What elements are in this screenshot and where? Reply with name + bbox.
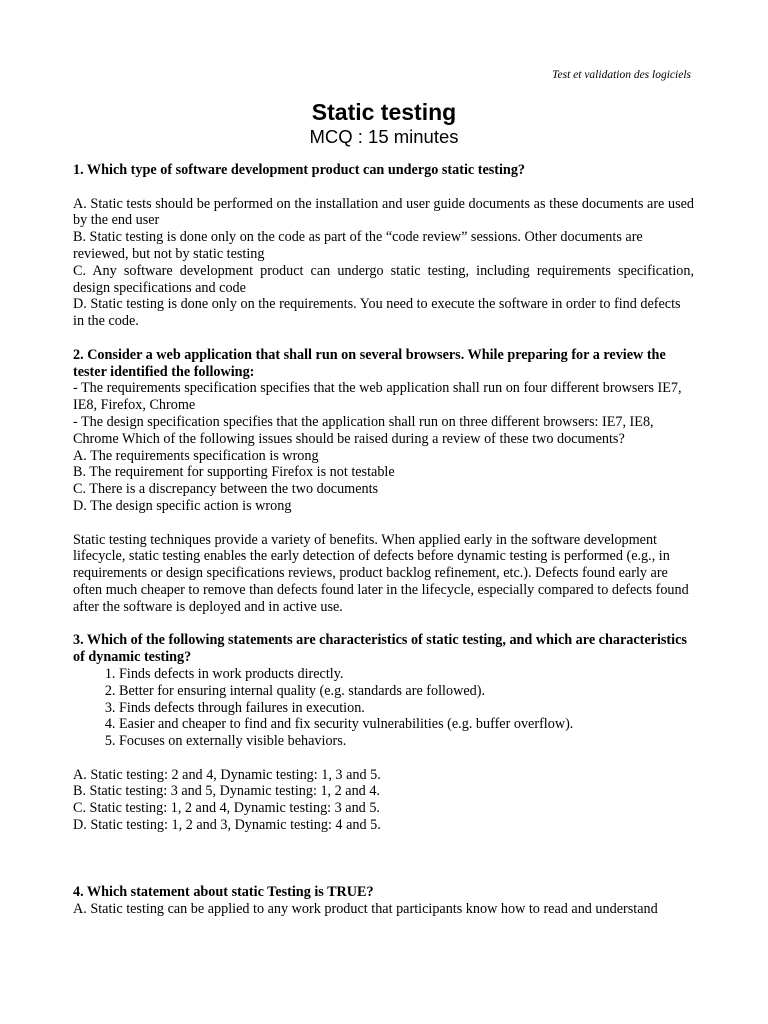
question-2-option-c: C. There is a discrepancy between the two documents [73,481,379,498]
page-subtitle: MCQ : 15 minutes [309,126,459,147]
title-block [0,98,768,148]
question-3-item: 1. Finds defects in work products directly. [119,666,694,683]
question-3-title: 3. Which of the following statements are characteristics of static testing, and which are characteristics of dynamic testing? [73,632,687,666]
question-1-option-d: D. Static testing is done only on the requirements. You need to execute the software in order to find defects in the code. [73,296,681,330]
question-1-option-c: C. Any software development product can undergo static testing, including requirements specification, design specifications and code [73,262,694,296]
question-3-item: 4. Easier and cheaper to find and fix security vulnerabilities (e.g. buffer overflow). [119,716,694,733]
header-note: Test et validation des logiciels [552,69,691,81]
page-title: Static testing [311,99,457,125]
question-2-title: 2. Consider a web application that shall run on several browsers. While preparing for a review the tester identified the following: [73,346,666,380]
question-3-item: 3. Finds defects through failures in execution. [119,700,694,717]
question-1-title: 1. Which type of software development product can undergo static testing? [73,162,526,178]
question-2-statement-1: - The requirements specification specifies that the web application shall run on four different browsers IE7, IE8, Firefox, Chrome [73,380,682,414]
document-body [73,162,694,917]
question-2-option-a: A. The requirements specification is wrong [73,447,319,464]
question-3-option-a: A. Static testing: 2 and 4, Dynamic testing: 1, 3 and 5. [73,766,381,783]
question-3-option-b: B. Static testing: 3 and 5, Dynamic testing: 1, 2 and 4. [73,783,380,800]
question-3-option-c: C. Static testing: 1, 2 and 4, Dynamic testing: 3 and 5. [73,800,380,817]
question-2-statement-2: - The design specification specifies that the application shall run on three different browsers: IE7, IE8, Chrome Which of the following issues should be raised during a review of these two documents? [73,413,654,447]
question-3-list [73,666,694,750]
question-4-title: 4. Which statement about static Testing is TRUE? [73,883,374,900]
question-2-option-b: B. The requirement for supporting Firefox is not testable [73,464,395,481]
question-3-item: 2. Better for ensuring internal quality (e.g. standards are followed). [119,683,694,700]
question-3-option-d: D. Static testing: 1, 2 and 3, Dynamic testing: 4 and 5. [73,817,381,834]
question-3-item: 5. Focuses on externally visible behaviors. [119,733,694,750]
question-1-option-b: B. Static testing is done only on the code as part of the “code review” sessions. Other documents are reviewed, but not by static testing [73,229,643,262]
info-paragraph: Static testing techniques provide a variety of benefits. When applied early in the software development lifecycle, static testing enables the early detection of defects before dynamic testing is performed (e.g., in requirements or design specifications reviews, product backlog refinement, etc.). Defects found early are often much cheaper to remove than defects found later in the lifecycle, especially compared to defects found after the software is deployed and in active use. [73,531,689,615]
question-4-option-a: A. Static testing can be applied to any work product that participants know how to read and understand [73,900,658,917]
question-1-option-a: A. Static tests should be performed on the installation and user guide documents as these documents are used by the end user [73,195,694,229]
question-2-option-d: D. The design specific action is wrong [73,497,292,514]
